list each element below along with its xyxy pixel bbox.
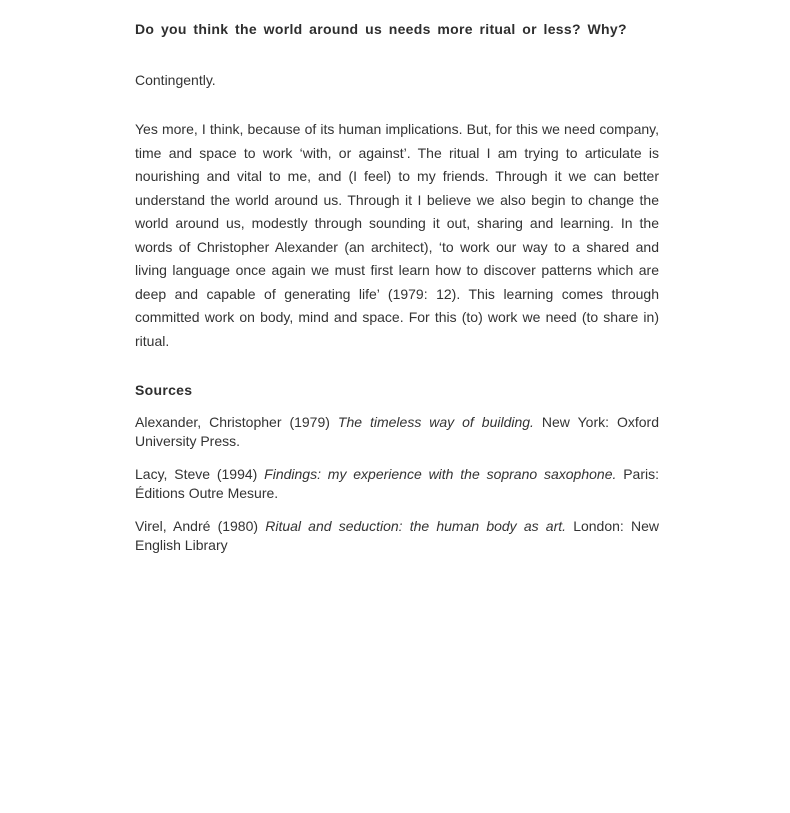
reference-item xyxy=(135,517,659,555)
reference-item xyxy=(135,413,659,451)
reference-title: The timeless way of building. xyxy=(337,414,534,430)
reference-title: Findings: my experience with the soprano saxophone. xyxy=(264,466,617,482)
reference-publication: Paris: Éditions Outre Mesure. xyxy=(135,466,659,501)
document-content xyxy=(135,20,659,555)
reference-publication: London: New English Library xyxy=(135,518,659,553)
reference-authors: Virel, André (1980) xyxy=(135,518,266,534)
reference-authors: Alexander, Christopher (1979) xyxy=(135,414,338,430)
question-heading: Do you think the world around us needs more ritual or less? Why? xyxy=(135,21,627,37)
reference-title: Ritual and seduction: the human body as art. xyxy=(265,518,567,534)
answer-short: Contingently. xyxy=(135,72,216,88)
reference-item xyxy=(135,465,659,503)
answer-paragraph: Yes more, I think, because of its human implications. But, for this we need company, time and space to work ‘with, or against’. The ritual I am trying to articulate is nourishing and vital to me, and (I feel) to my friends. Through it we can better understand the world around us. Through it I believe we also begin to change the world around us, modestly through sounding it out, sharing and learning. In the words of Christopher Alexander (an architect), ‘to work our way to a shared and living language once again we must first learn how to discover patterns which are deep and capable of generating life’ (1979: 12). This learning comes through committed work on body, mind and space. For this (to) work we need (to share in) ritual. xyxy=(135,121,659,349)
reference-publication: New York: Oxford University Press. xyxy=(135,414,659,449)
reference-authors: Lacy, Steve (1994) xyxy=(135,466,265,482)
sources-heading: Sources xyxy=(135,382,193,398)
